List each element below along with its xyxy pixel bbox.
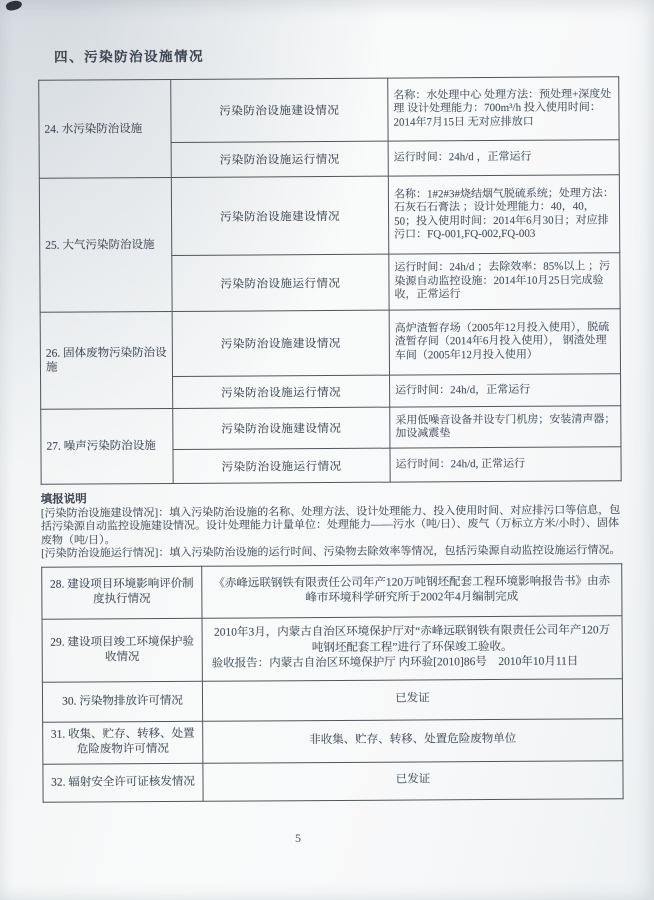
filling-instructions <box>41 490 621 561</box>
table-row <box>43 760 623 802</box>
table-row <box>39 175 619 257</box>
table-row <box>42 563 622 619</box>
section-heading: 四、污染防治设施情况 <box>54 48 205 65</box>
notes-line: [污染防治设施运行情况]：填入污染防治设施的运行时间、污染物去除效率等情况，包括污染源自动监控设施运行情况。 <box>41 544 621 560</box>
facility-label: 24. 水污染防治设施 <box>39 79 172 178</box>
row-label: 29. 建设项目竣工环境保护验收情况 <box>42 618 202 682</box>
table-row <box>39 77 619 144</box>
construction-value: 采用低噪音设备并设专门机房；安装清声器；加设减震垫 <box>390 406 621 448</box>
construction-label: 污染防治设施建设情况 <box>173 407 390 449</box>
row-label: 30. 污染物排放许可情况 <box>42 681 202 722</box>
table-row <box>41 406 621 451</box>
operation-label: 污染防治设施运行情况 <box>173 448 390 483</box>
row-value-line: 验收报告：内蒙古自治区环境保护厅 内环验[2010]86号 2010年10月11日 <box>211 655 579 670</box>
row-label: 32. 辐射安全许可证核发情况 <box>43 763 203 802</box>
row-label: 31. 收集、贮存、转移、处置危险废物许可情况 <box>43 721 203 764</box>
row-value: 《赤峰远联钢铁有限责任公司年产120万吨钢坯配套工程环境影响报告书》由赤峰市环境科学研究所于2002年4月编制完成 <box>202 563 622 618</box>
construction-label: 污染防治设施建设情况 <box>171 176 388 255</box>
compliance-status-table <box>41 563 623 803</box>
construction-label: 污染防治设施建设情况 <box>172 310 389 376</box>
operation-value: 运行时间：24h/d ，正常运行 <box>388 140 619 176</box>
table-row <box>43 718 623 764</box>
construction-label: 污染防治设施建设情况 <box>171 78 388 142</box>
operation-value: 运行时间：24h/d，正常运行 <box>390 374 621 407</box>
table-row <box>40 309 620 378</box>
construction-value: 高炉渣暂存场（2005年12月投入使用），脱硫渣暂存间（2014年6月投入使用）， 钢渣处理车间（2005年12月投入使用） <box>389 309 620 375</box>
row-value: 已发证 <box>203 760 623 801</box>
operation-value: 运行时间：24h/d ；去除效率：85%以上 ；污染源自动监控设施：2014年10月25日完成验收，正常运行 <box>389 253 620 310</box>
table-row <box>42 678 622 722</box>
row-value-line: 2010年3月，内蒙古自治区环境保护厅对“赤峰远联钢铁有限责任公司年产120万吨钢坯配套工程”进行了环保竣工验收。 <box>213 624 611 654</box>
notes-line: [污染防治设施建设情况]：填入污染防治设施的名称、处理方法、设计处理能力、投入使用时间、对应排污口等信息，包括污染源自动监控设施建设情况。设计处理能力计量单位：处理能力——污水（吨/日）、废气（万标立方米/小时）、固体废物（吨/日）。 <box>40 503 621 547</box>
operation-label: 污染防治设施运行情况 <box>171 141 388 177</box>
operation-value: 运行时间：24h/d, 正常运行 <box>390 447 621 482</box>
page-number: 5 <box>295 831 301 845</box>
operation-label: 污染防治设施运行情况 <box>172 254 389 311</box>
notes-title: 填报说明 <box>40 493 87 506</box>
facility-label: 26. 固体废物污染防治设施 <box>40 311 173 409</box>
scan-artifact-mark <box>5 0 23 12</box>
facility-label: 27. 噪声污染防治设施 <box>41 408 173 484</box>
row-label: 28. 建设项目环境影响评价制度执行情况 <box>42 566 202 619</box>
document-content <box>38 42 625 802</box>
row-value: 非收集、贮存、转移、处置危险废物单位 <box>203 718 623 763</box>
operation-label: 污染防治设施运行情况 <box>173 375 390 408</box>
construction-value: 名称：水处理中心 处理方法：预处理+深度处理 设计处理能力：700m³/h 投入使用时间：2014年7月15日 无对应排放口 <box>388 77 619 141</box>
facility-label: 25. 大气污染防治设施 <box>39 177 172 312</box>
table-row <box>42 615 622 682</box>
pollution-facilities-table <box>38 76 621 485</box>
row-value: 已发证 <box>202 678 622 721</box>
construction-value: 名称：1#2#3#烧结烟气脱硫系统；处理方法：石灰石石膏法 ；设计处理能力：40，40，50；投入使用时间：2014年6月30日；对应排污口：FQ-001,FQ-002,FQ-003 <box>388 175 619 254</box>
row-value <box>202 615 622 681</box>
